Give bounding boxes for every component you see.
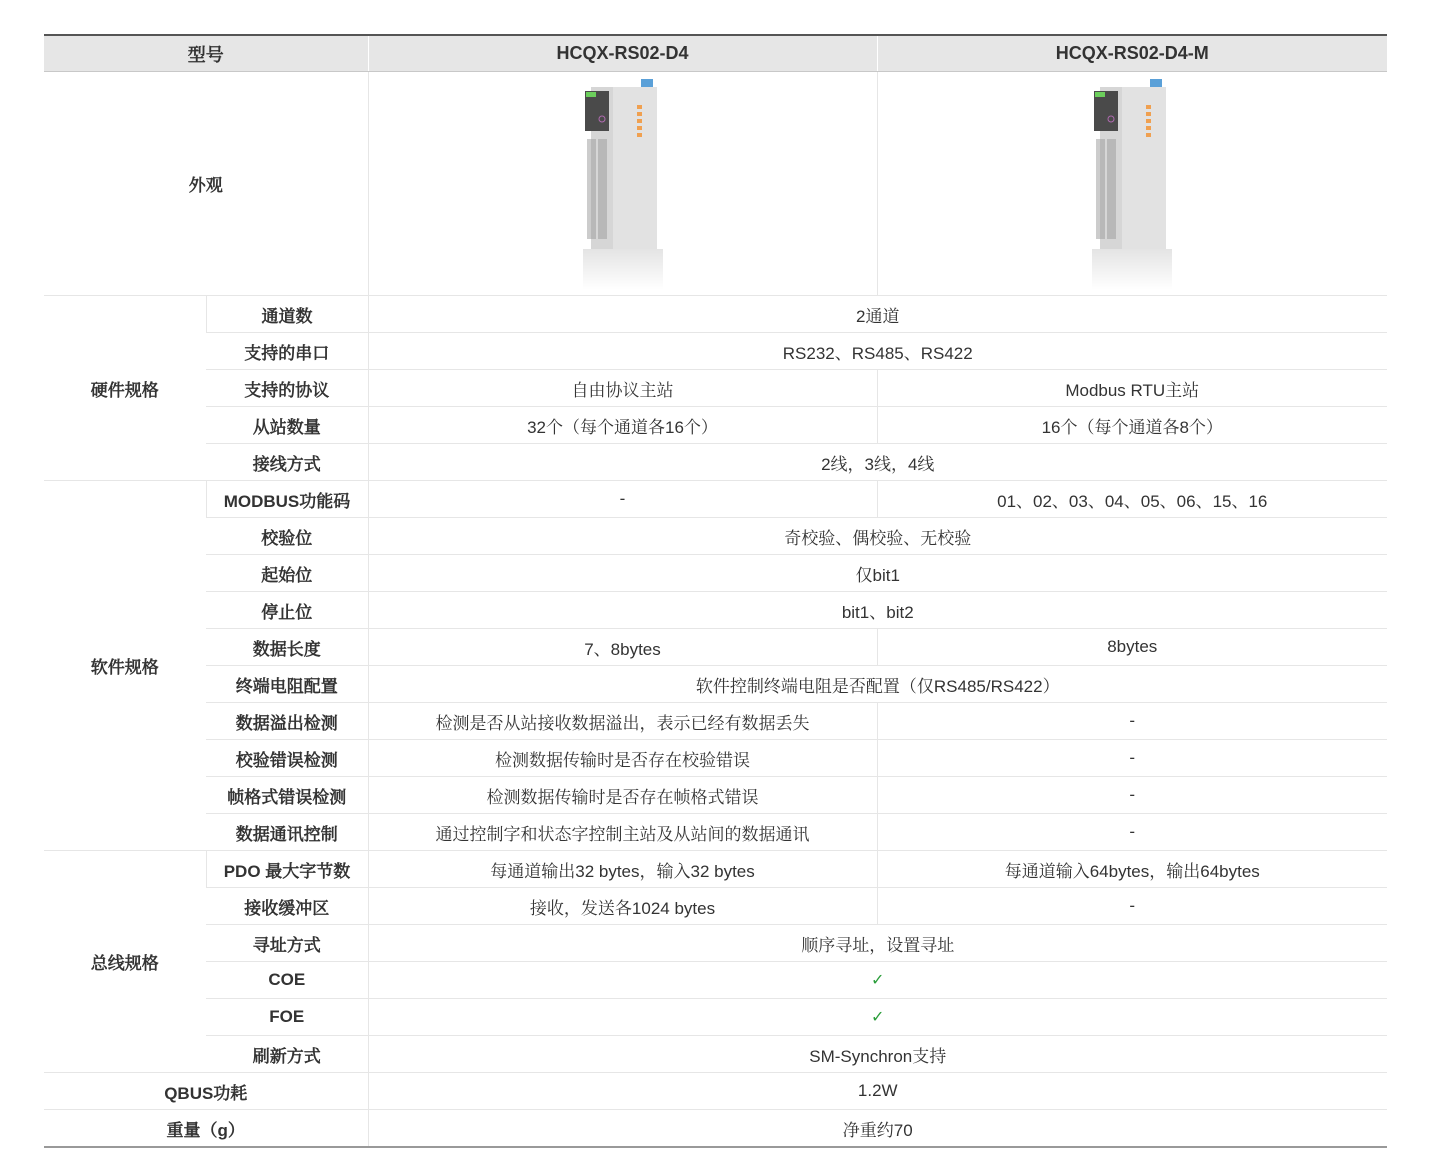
spec-value: bit1、bit2	[368, 592, 1387, 629]
spec-value-model-2: 16个（每个通道各8个）	[877, 407, 1387, 444]
group-label: 总线规格	[44, 851, 206, 1073]
table-row	[44, 1036, 1387, 1073]
spec-label: 停止位	[206, 592, 368, 629]
table-row	[44, 555, 1387, 592]
spec-value-model-1: 7、8bytes	[368, 629, 877, 666]
spec-label: 数据溢出检测	[206, 703, 368, 740]
spec-label: 帧格式错误检测	[206, 777, 368, 814]
table-row	[44, 370, 1387, 407]
spec-label: 重量（g）	[44, 1110, 368, 1148]
spec-label: PDO 最大字节数	[206, 851, 368, 888]
header-model-1: HCQX-RS02-D4	[368, 35, 877, 72]
spec-label: MODBUS功能码	[206, 481, 368, 518]
spec-value: 顺序寻址，设置寻址	[368, 925, 1387, 962]
spec-value: 净重约70	[368, 1110, 1387, 1148]
appearance-label: 外观	[44, 72, 368, 296]
check-icon: ✓	[368, 999, 1387, 1036]
table-row	[44, 888, 1387, 925]
appearance-row	[44, 72, 1387, 296]
table-row	[44, 407, 1387, 444]
table-row	[44, 999, 1387, 1036]
spec-label: 校验位	[206, 518, 368, 555]
header-model-label: 型号	[44, 35, 368, 72]
spec-value: 1.2W	[368, 1073, 1387, 1110]
spec-value-model-2: -	[877, 777, 1387, 814]
table-row	[44, 925, 1387, 962]
spec-label: 寻址方式	[206, 925, 368, 962]
spec-value-model-2: -	[877, 703, 1387, 740]
spec-label: FOE	[206, 999, 368, 1036]
table-row	[44, 629, 1387, 666]
spec-value-model-1: 检测数据传输时是否存在校验错误	[368, 740, 877, 777]
spec-value-model-1: 通过控制字和状态字控制主站及从站间的数据通讯	[368, 814, 877, 851]
table-row	[44, 962, 1387, 999]
spec-value: SM-Synchron支持	[368, 1036, 1387, 1073]
table-row	[44, 851, 1387, 888]
spec-value-model-1: 检测数据传输时是否存在帧格式错误	[368, 777, 877, 814]
spec-value: 奇校验、偶校验、无校验	[368, 518, 1387, 555]
spec-value-model-1: 32个（每个通道各16个）	[368, 407, 877, 444]
spec-label: 支持的串口	[206, 333, 368, 370]
table-row	[44, 703, 1387, 740]
spec-value-model-1: 自由协议主站	[368, 370, 877, 407]
product-image-1	[368, 72, 877, 296]
product-image-2	[877, 72, 1387, 296]
spec-label: 起始位	[206, 555, 368, 592]
spec-label: QBUS功耗	[44, 1073, 368, 1110]
spec-value-model-1: 每通道输出32 bytes，输入32 bytes	[368, 851, 877, 888]
table-row	[44, 296, 1387, 333]
spec-table	[44, 34, 1387, 1148]
table-row	[44, 481, 1387, 518]
spec-value-model-2: -	[877, 740, 1387, 777]
group-label: 硬件规格	[44, 296, 206, 481]
spec-label: 从站数量	[206, 407, 368, 444]
spec-value-model-1: -	[368, 481, 877, 518]
spec-label: 接线方式	[206, 444, 368, 481]
header-row	[44, 35, 1387, 72]
product-image-icon	[1092, 79, 1172, 289]
group-label: 软件规格	[44, 481, 206, 851]
table-row	[44, 814, 1387, 851]
spec-value-model-2: 8bytes	[877, 629, 1387, 666]
spec-value-model-2: Modbus RTU主站	[877, 370, 1387, 407]
check-icon: ✓	[368, 962, 1387, 999]
header-model-2: HCQX-RS02-D4-M	[877, 35, 1387, 72]
spec-value-model-2: 01、02、03、04、05、06、15、16	[877, 481, 1387, 518]
spec-value: 软件控制终端电阻是否配置（仅RS485/RS422）	[368, 666, 1387, 703]
product-image-icon	[583, 79, 663, 289]
table-row	[44, 592, 1387, 629]
table-row	[44, 333, 1387, 370]
spec-label: 终端电阻配置	[206, 666, 368, 703]
table-row	[44, 740, 1387, 777]
spec-label: COE	[206, 962, 368, 999]
table-row	[44, 444, 1387, 481]
spec-value-model-2: -	[877, 814, 1387, 851]
spec-value-model-2: -	[877, 888, 1387, 925]
spec-value: 仅bit1	[368, 555, 1387, 592]
spec-value-model-2: 每通道输入64bytes，输出64bytes	[877, 851, 1387, 888]
spec-label: 校验错误检测	[206, 740, 368, 777]
table-row	[44, 518, 1387, 555]
spec-label: 通道数	[206, 296, 368, 333]
table-row	[44, 777, 1387, 814]
table-row	[44, 1073, 1387, 1110]
spec-label: 接收缓冲区	[206, 888, 368, 925]
spec-value: 2线，3线，4线	[368, 444, 1387, 481]
spec-value-model-1: 接收，发送各1024 bytes	[368, 888, 877, 925]
spec-label: 刷新方式	[206, 1036, 368, 1073]
spec-value: RS232、RS485、RS422	[368, 333, 1387, 370]
spec-value: 2通道	[368, 296, 1387, 333]
spec-label: 数据长度	[206, 629, 368, 666]
spec-value-model-1: 检测是否从站接收数据溢出，表示已经有数据丢失	[368, 703, 877, 740]
table-row	[44, 1110, 1387, 1148]
table-row	[44, 666, 1387, 703]
spec-label: 数据通讯控制	[206, 814, 368, 851]
spec-label: 支持的协议	[206, 370, 368, 407]
